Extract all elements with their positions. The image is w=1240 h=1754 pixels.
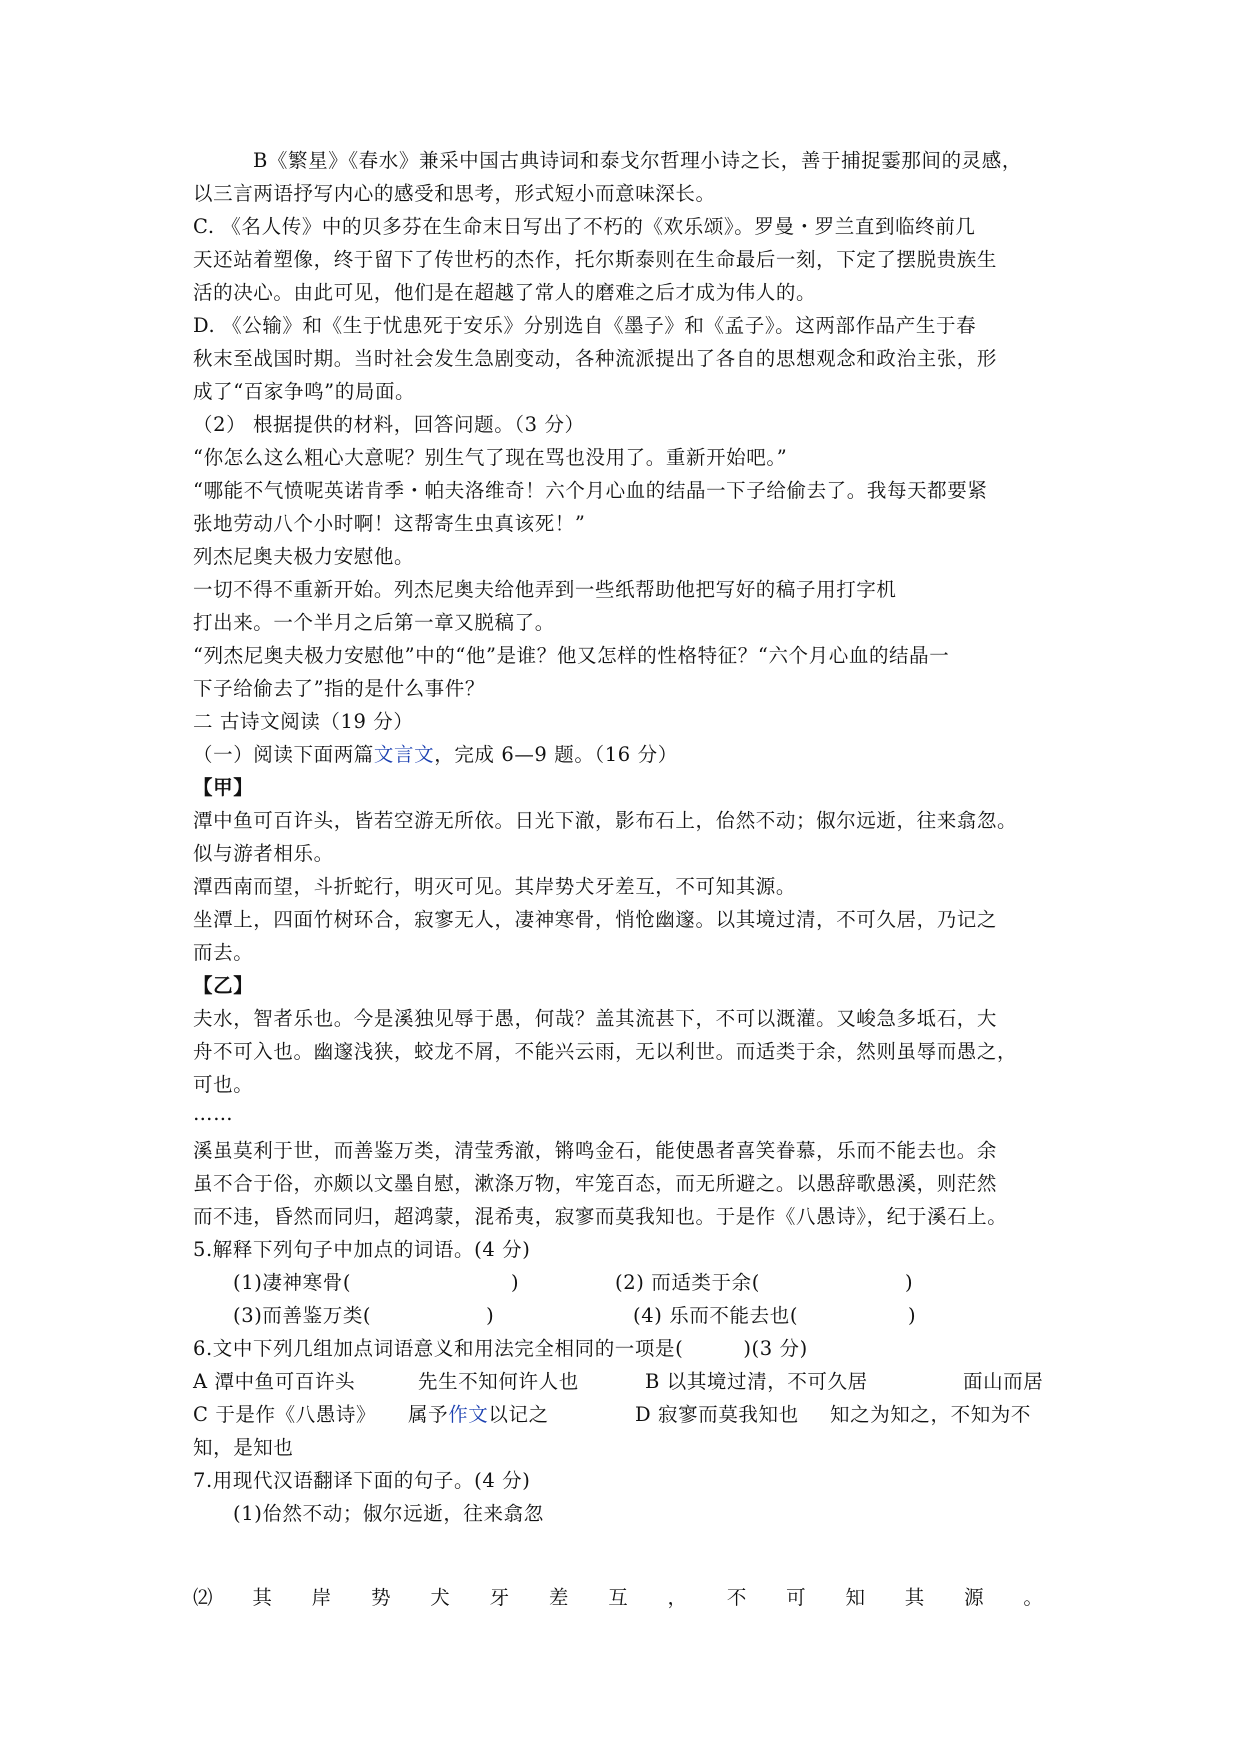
question-6-heading [193,1335,808,1363]
q6-option-a: A 潭中鱼可百许头 [193,1370,356,1393]
q6-close: )(3 分) [743,1337,808,1360]
option-b-line-2: 以三言两语抒写内心的感受和思考，形式短小而意味深长。 [193,182,716,205]
spread-char: ， [667,1586,688,1609]
question-2-heading: （2） 根据提供的材料，回答问题。（3 分） [193,413,585,436]
material-line-5: 一切不得不重新开始。列杰尼奥夫给他弄到一些纸帮助他把写好的稿子用打字机 [193,578,897,601]
question-5-heading: 5.解释下列句子中加点的词语。(4 分) [193,1238,531,1261]
q6-option-d-pair: 知之为知之，不知为不 [830,1403,1032,1426]
question-5-item-4 [633,1302,916,1330]
question-5-item-3 [233,1302,494,1330]
material-line-6: 打出来。一个半月之后第一章又脱稿了。 [193,611,555,634]
spread-char: 知 [845,1586,865,1609]
section-2-heading: 二 古诗文阅读（19 分） [193,710,414,733]
material-line-2: “哪能不气愤呢英诺肯季・帕夫洛维奇！六个月心血的结晶一下子给偷去了。我每天都要紧 [193,479,988,502]
q6-text: 6.文中下列几组加点词语意义和用法完全相同的一项是( [193,1337,684,1360]
classical-chinese-link[interactable]: 文言文 [373,743,435,766]
q6-option-d: D 寂寥而莫我知也 [635,1403,799,1426]
q6-option-b-pair: 面山而居 [963,1370,1044,1393]
material-line-1: “你怎么这么粗心大意呢？别生气了现在骂也没用了。重新开始吧。” [193,446,788,469]
q6-option-b: B 以其境过清，不可久居 [645,1370,868,1393]
spread-char: 其 [252,1586,272,1609]
question-7-item-1: (1)佁然不动；俶尔远逝，往来翕忽 [233,1502,544,1525]
question-5-item-2 [615,1269,913,1297]
subsection-1-heading [193,741,678,769]
subsection-1-text-b: ，完成 6—9 题。（16 分） [434,743,678,766]
spread-char: ⑵ [193,1586,213,1609]
spread-char: 源 [964,1586,984,1609]
spread-char: 犬 [430,1586,450,1609]
q5-item-2-text: (2) 而适类于余( [615,1271,760,1294]
passage-jia-line-4: 坐潭上，四面竹树环合，寂寥无人，凄神寒骨，悄怆幽邃。以其境过清，不可久居，乃记之 [193,908,998,931]
passage-yi-line-3: 可也。 [193,1073,254,1096]
subsection-1-text-a: （一）阅读下面两篇 [193,743,374,766]
q6-option-c-pair [408,1401,549,1429]
spread-char: 可 [786,1586,806,1609]
q5-item-1-close: ) [511,1271,520,1294]
question-2-text-2: 下子给偷去了”指的是什么事件？ [193,677,485,700]
q5-item-3-close: ) [486,1304,495,1327]
passage-yi-line-5: 虽不合于俗，亦颇以文墨自慰，漱涤万物，牢笼百态，而无所避之。以愚辞歌愚溪，则茫然 [193,1172,998,1195]
q5-item-2-close: ) [904,1271,914,1294]
option-d-line-1: D. 《公输》和《生于忧患死于安乐》分别选自《墨子》和《孟子》。这两部作品产生于春 [193,314,977,337]
passage-yi-line-1: 夫水，智者乐也。今是溪独见辱于愚，何哉？盖其流甚下，不可以溉灌。又峻急多坻石，大 [193,1007,998,1030]
ellipsis: …… [193,1102,234,1125]
spread-char: 其 [904,1586,925,1609]
material-line-4: 列杰尼奥夫极力安慰他。 [193,545,415,568]
passage-yi-line-4: 溪虽莫利于世，而善鉴万类，清莹秀澈，锵鸣金石，能使愚者喜笑眷慕，乐而不能去也。余 [193,1139,998,1162]
q6-option-c: C 于是作《八愚诗》 [193,1403,377,1426]
material-line-3: 张地劳动八个小时啊！这帮寄生虫真该死！” [193,512,586,535]
option-d-line-2: 秋末至战国时期。当时社会发生急剧变动，各种流派提出了各自的思想观念和政治主张，形 [193,347,998,370]
spread-char: 互 [608,1586,628,1609]
q6-option-c-pair-b: 以记之 [488,1403,549,1426]
q5-item-1-text: (1)凄神寒骨( [233,1271,352,1294]
composition-link[interactable]: 作文 [448,1403,489,1426]
q5-item-4-text: (4) 乐而不能去也( [633,1304,799,1327]
question-2-text-1: “列杰尼奥夫极力安慰他”中的“他”是谁？他又怎样的性格特征？“六个月心血的结晶一 [193,644,950,667]
option-d-line-3: 成了“百家争鸣”的局面。 [193,380,416,403]
passage-jia-line-5: 而去。 [193,941,254,964]
option-c-line-3: 活的决心。由此可见，他们是在超越了常人的磨难之后才成为伟人的。 [193,281,817,304]
passage-yi-label: 【乙】 [193,974,254,997]
spread-char: 不 [726,1586,747,1609]
q6-option-a-pair: 先生不知何许人也 [418,1370,579,1393]
question-7-item-2 [193,1584,1043,1612]
passage-yi-line-2: 舟不可入也。幽邃浅狭，蛟龙不屑，不能兴云雨，无以利世。而适类于余，然则虽辱而愚之， [193,1040,1018,1063]
option-c-line-1: C. 《名人传》中的贝多芬在生命末日写出了不朽的《欢乐颂》。罗曼・罗兰直到临终前几 [193,215,976,238]
spread-char: 。 [1023,1586,1043,1609]
q6-option-c-pair-a: 属予 [408,1403,449,1426]
question-5-item-1 [233,1269,519,1297]
passage-jia-line-1: 潭中鱼可百许头，皆若空游无所依。日光下澈，影布石上，佁然不动；俶尔远逝，往来翕忽。 [193,809,1018,832]
q6-option-d-pair-cont: 知，是知也 [193,1436,294,1459]
question-7-heading: 7.用现代汉语翻译下面的句子。(4 分) [193,1469,531,1492]
passage-jia-label: 【甲】 [193,776,254,799]
spread-char: 牙 [489,1586,510,1609]
option-b-line-1: B《繁星》《春水》兼采中国古典诗词和泰戈尔哲理小诗之长，善于捕捉霎那间的灵感， [253,149,1022,172]
passage-jia-line-3: 潭西南而望，斗折蛇行，明灭可见。其岸势犬牙差互，不可知其源。 [193,875,797,898]
spread-char: 势 [370,1586,391,1609]
option-c-line-2: 天还站着塑像，终于留下了传世朽的杰作，托尔斯泰则在生命最后一刻，下定了摆脱贵族生 [193,248,998,271]
spread-char: 岸 [311,1586,332,1609]
q5-item-4-close: ) [908,1304,917,1327]
passage-jia-line-2: 似与游者相乐。 [193,842,334,865]
passage-yi-line-6: 而不违，昏然而同归，超鸿蒙，混希夷，寂寥而莫我知也。于是作《八愚诗》，纪于溪石上。 [193,1205,1008,1228]
q5-item-3-text: (3)而善鉴万类( [233,1304,372,1327]
spread-char: 差 [548,1586,569,1609]
